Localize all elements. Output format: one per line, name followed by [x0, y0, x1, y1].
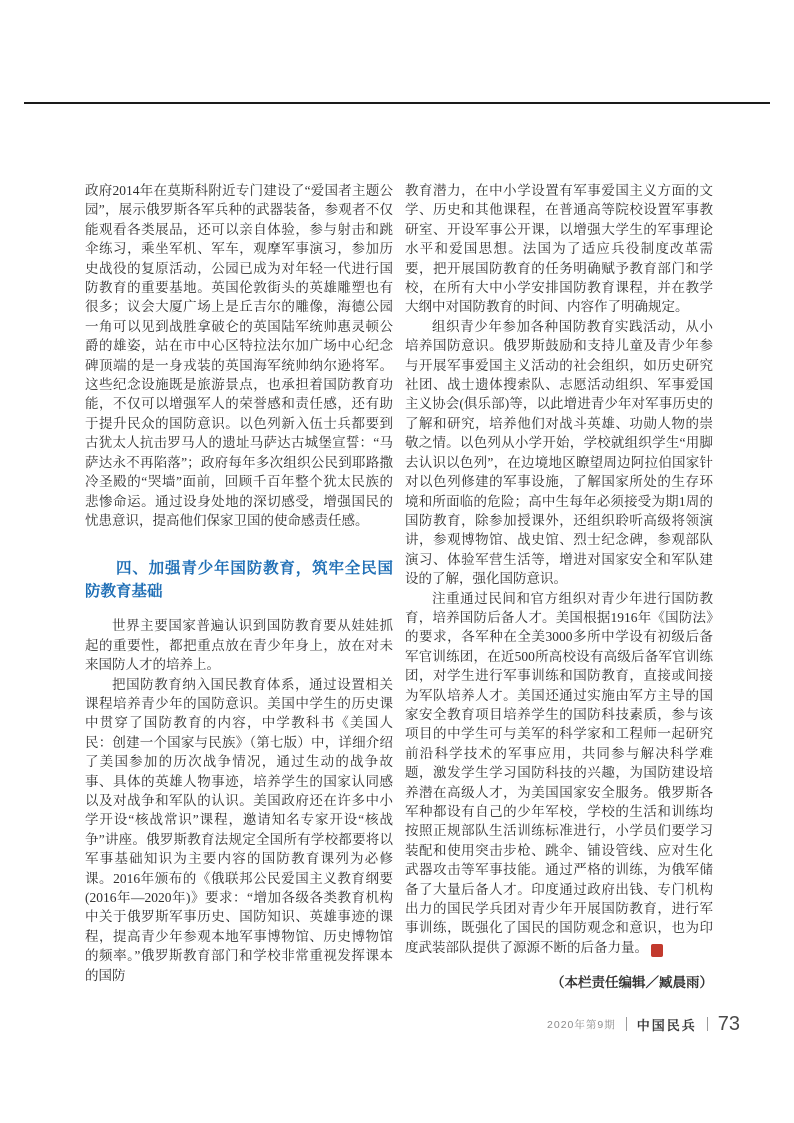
paragraph-final [405, 589, 713, 958]
article-body [85, 181, 713, 993]
paragraph-continued-from-previous-page: 政府2014年在莫斯科附近专门建设了“爱国者主题公园”，展示俄罗斯各军兵种的武器装备，参观者不仅能观看各类展品，还可以亲自体验，参与射击和跳伞练习，乘坐军机、军车，观摩军事演习，参加历史战役的复原活动，公园已成为对年轻一代进行国防教育的重要基地。英国伦敦街头的英雄雕塑也有很多；议会大厦广场上是丘吉尔的雕像，海德公园一角可以见到战胜拿破仑的英国陆军统帅惠灵顿公爵的雄姿，站在市中心区特拉法尔加广场中心纪念碑顶端的是一身戎装的英国海军统帅纳尔逊将军。这些纪念设施既是旅游景点，也承担着国防教育功能，不仅可以增强军人的荣誉感和责任感，还有助于提升民众的国防意识。以色列新入伍士兵都要到古犹太人抗击罗马人的遗址马萨达古城堡宣誓：“马萨达永不再陷落”；政府每年多次组织公民到耶路撒冷圣殿的“哭墙”面前，回顾千百年整个犹太民族的悲惨命运。通过设身处地的深切感受，增强国民的忧患意识，提高他们保家卫国的使命感责任感。 [85, 183, 393, 528]
paragraph: 世界主要国家普遍认识到国防教育要从娃娃抓起的重要性，都把重点放在青少年身上，放在对未来国防人才的培养上。 [85, 618, 393, 673]
footer-magazine-title: 中国民兵 [636, 1017, 697, 1033]
right-column [405, 181, 713, 993]
left-column [85, 181, 393, 993]
paragraph: 组织青少年参加各种国防教育实践活动，从小培养国防意识。俄罗斯鼓励和支持儿童及青少年参与开展军事爱国主义活动的社会组织，如历史研究社团、战士遗体搜索队、志愿活动组织、军事爱国主义协会(俱乐部)等，以此增进青少年对军事历史的了解和研究，培养他们对战斗英雄、功勋人物的崇敬之情。以色列从小学开始，学校就组织学生“用脚去认识以色列”，在边境地区瞭望周边阿拉伯国家针对以色列修建的军事设施，了解国家所处的生存环境和所面临的危险；高中生每年必须接受为期1周的国防教育，除参加授课外，还组织聆听高级将领演讲，参观博物馆、战史馆、烈士纪念碑，参观部队演习、体验军营生活等，增进对国家安全和军队建设的了解，强化国防意识。 [405, 318, 713, 587]
editor-credit: （本栏责任编辑／臧晨雨） [551, 975, 713, 991]
paragraph-continued-from-left-column: 教育潜力，在中小学设置有军事爱国主义方面的文学、历史和其他课程，在普通高等院校设置军事教研室、开设军事公开课，以增强大学生的军事理论水平和爱国思想。法国为了适应兵役制度改革需要，把开展国防教育的任务明确赋予教育部门和学校，在所有大中小学安排国防教育课程，并在教学大纲中对国防教育的时间、内容作了明确规定。 [405, 183, 713, 315]
paragraph-final-text: 注重通过民间和官方组织对青少年进行国防教育，培养国防后备人才。美国根据1916年《国防法》的要求，各军种在全美3000多所中学设有初级后备军官训练团，在近500所高校设有高级后备军官训练团，对学生进行军事训练和国防教育，直接或间接为军队培养人才。美国还通过实施由军方主导的国家安全教育项目培养学生的国防科技素质，参与该项目的中学生可与美军的科学家和工程师一起研究前沿科学技术的军事应用，共同参与解决科学难题，激发学生学习国防科技的兴趣，为国防建设培养潜在高级人才，为美国国家安全服务。俄罗斯各军种都设有自己的少年军校，学校的生活和训练均按照正规部队生活训练标准进行，小学员们要学习装配和使用突击步枪、跳伞、铺设管线、应对生化武器攻击等军事技能。通过严格的训练，为俄军储备了大量后备人才。印度通过政府出钱、专门机构出力的国民学兵团对青少年开展国防教育，进行军事训练，既强化了国民的国防观念和意识，也为印度武装部队提供了源源不断的后备力量。 [405, 590, 713, 955]
footer-divider [626, 1017, 627, 1031]
paragraph: 把国防教育纳入国民教育体系，通过设置相关课程培养青少年的国防意识。美国中学生的历史课中贯穿了国防教育的内容，中学教科书《美国人民：创建一个国家与民族》（第七版）中，详细介绍了美国参加的历次战争情况，通过生动的战争故事、具体的英雄人物事迹，培养学生的国家认同感以及对战争和军队的认识。美国政府还在许多中小学开设“核战常识”课程，邀请知名专家开设“核战争”讲座。俄罗斯教育法规定全国所有学校都要将以军事基础知识为主要内容的国防教育课列为必修课。2016年颁布的《俄联邦公民爱国主义教育纲要(2016年—2020年)》要求：“增加各级各类教育机构中关于俄罗斯军事历史、国防知识、英雄事迹的课程，提高青少年参观本地军事博物馆、历史博物馆的频率。”俄罗斯教育部门和学校非常重视发挥课本的国防 [85, 676, 393, 983]
page-footer [547, 1012, 740, 1036]
footer-page-number: 73 [717, 1012, 740, 1035]
article-end-mark-icon: 兵 [651, 944, 663, 957]
footer-issue-label: 2020年第9期 [547, 1018, 616, 1031]
footer-divider [707, 1017, 708, 1031]
section-heading: 四、加强青少年国防教育，筑牢全民国防教育基础 [85, 560, 393, 601]
header-rule [24, 102, 770, 104]
